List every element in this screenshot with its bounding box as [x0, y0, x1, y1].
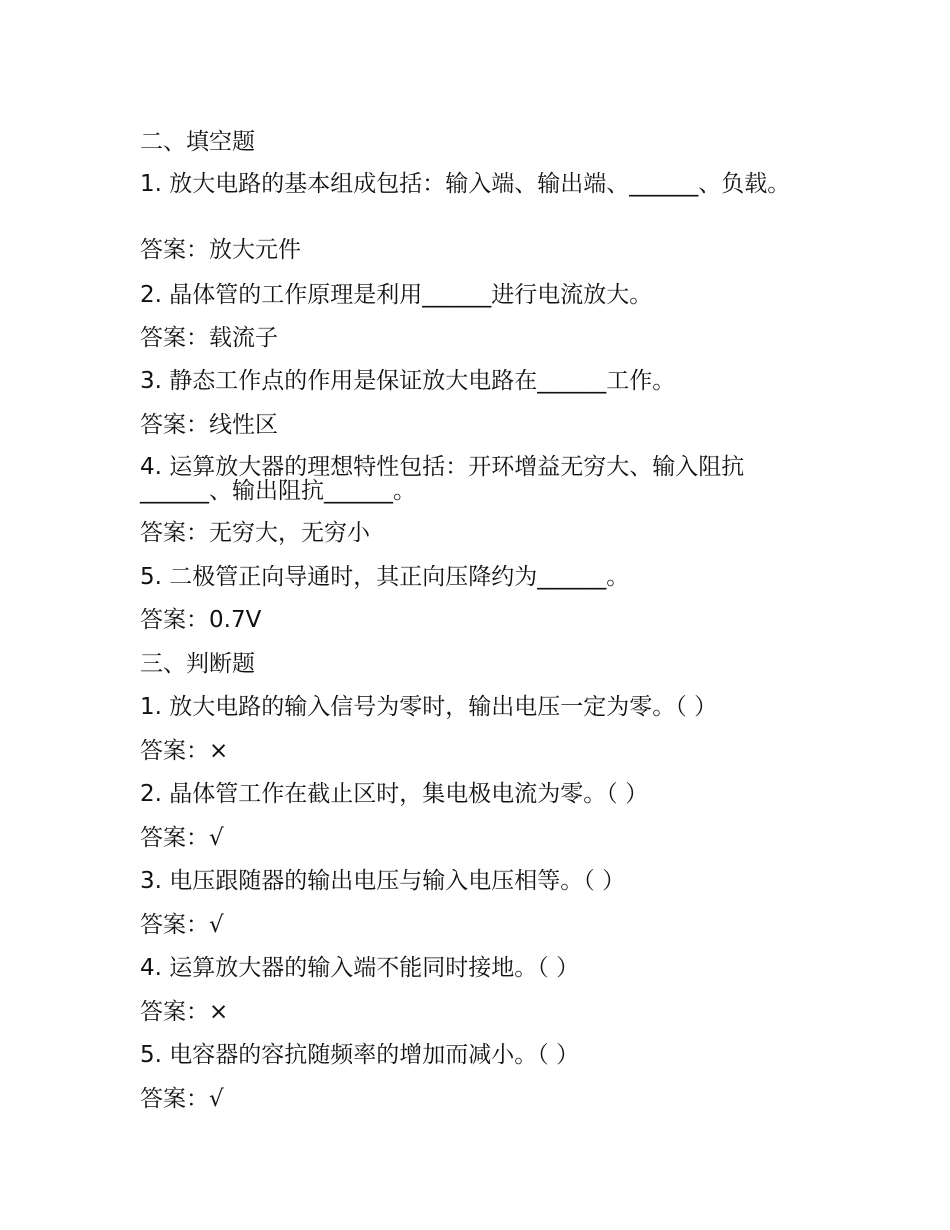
tf-answer-5: 答案：√ — [140, 1086, 224, 1112]
tf-question-3: 3. 电压跟随器的输出电压与输入电压相等。（ ） — [140, 868, 626, 894]
fill-question-1: 1. 放大电路的基本组成包括：输入端、输出端、______、负载。 — [140, 171, 791, 197]
tf-question-4: 4. 运算放大器的输入端不能同时接地。（ ） — [140, 955, 580, 981]
tf-answer-1: 答案：× — [140, 738, 229, 764]
tf-answer-2: 答案：√ — [140, 825, 224, 851]
tf-answer-3: 答案：√ — [140, 912, 224, 938]
tf-question-2: 2. 晶体管工作在截止区时，集电极电流为零。（ ） — [140, 781, 649, 807]
fill-answer-4: 答案：无穷大，无穷小 — [140, 520, 370, 546]
tf-answer-4: 答案：× — [140, 999, 229, 1025]
tf-question-5: 5. 电容器的容抗随频率的增加而减小。（ ） — [140, 1042, 580, 1068]
fill-question-3: 3. 静态工作点的作用是保证放大电路在______工作。 — [140, 368, 676, 394]
fill-question-2: 2. 晶体管的工作原理是利用______进行电流放大。 — [140, 282, 653, 308]
tf-question-1: 1. 放大电路的输入信号为零时，输出电压一定为零。（ ） — [140, 694, 718, 720]
section-heading-true-false: 三、判断题 — [140, 651, 255, 677]
fill-answer-3: 答案：线性区 — [140, 412, 278, 438]
fill-answer-1: 答案：放大元件 — [140, 237, 301, 263]
fill-answer-5: 答案：0.7V — [140, 607, 262, 633]
fill-question-4: 4. 运算放大器的理想特性包括：开环增益无穷大、输入阻抗______、输出阻抗______。 — [140, 454, 745, 504]
fill-answer-2: 答案：载流子 — [140, 325, 278, 351]
section-heading-fill-in: 二、填空题 — [140, 129, 255, 155]
fill-question-5: 5. 二极管正向导通时，其正向压降约为______。 — [140, 564, 630, 590]
